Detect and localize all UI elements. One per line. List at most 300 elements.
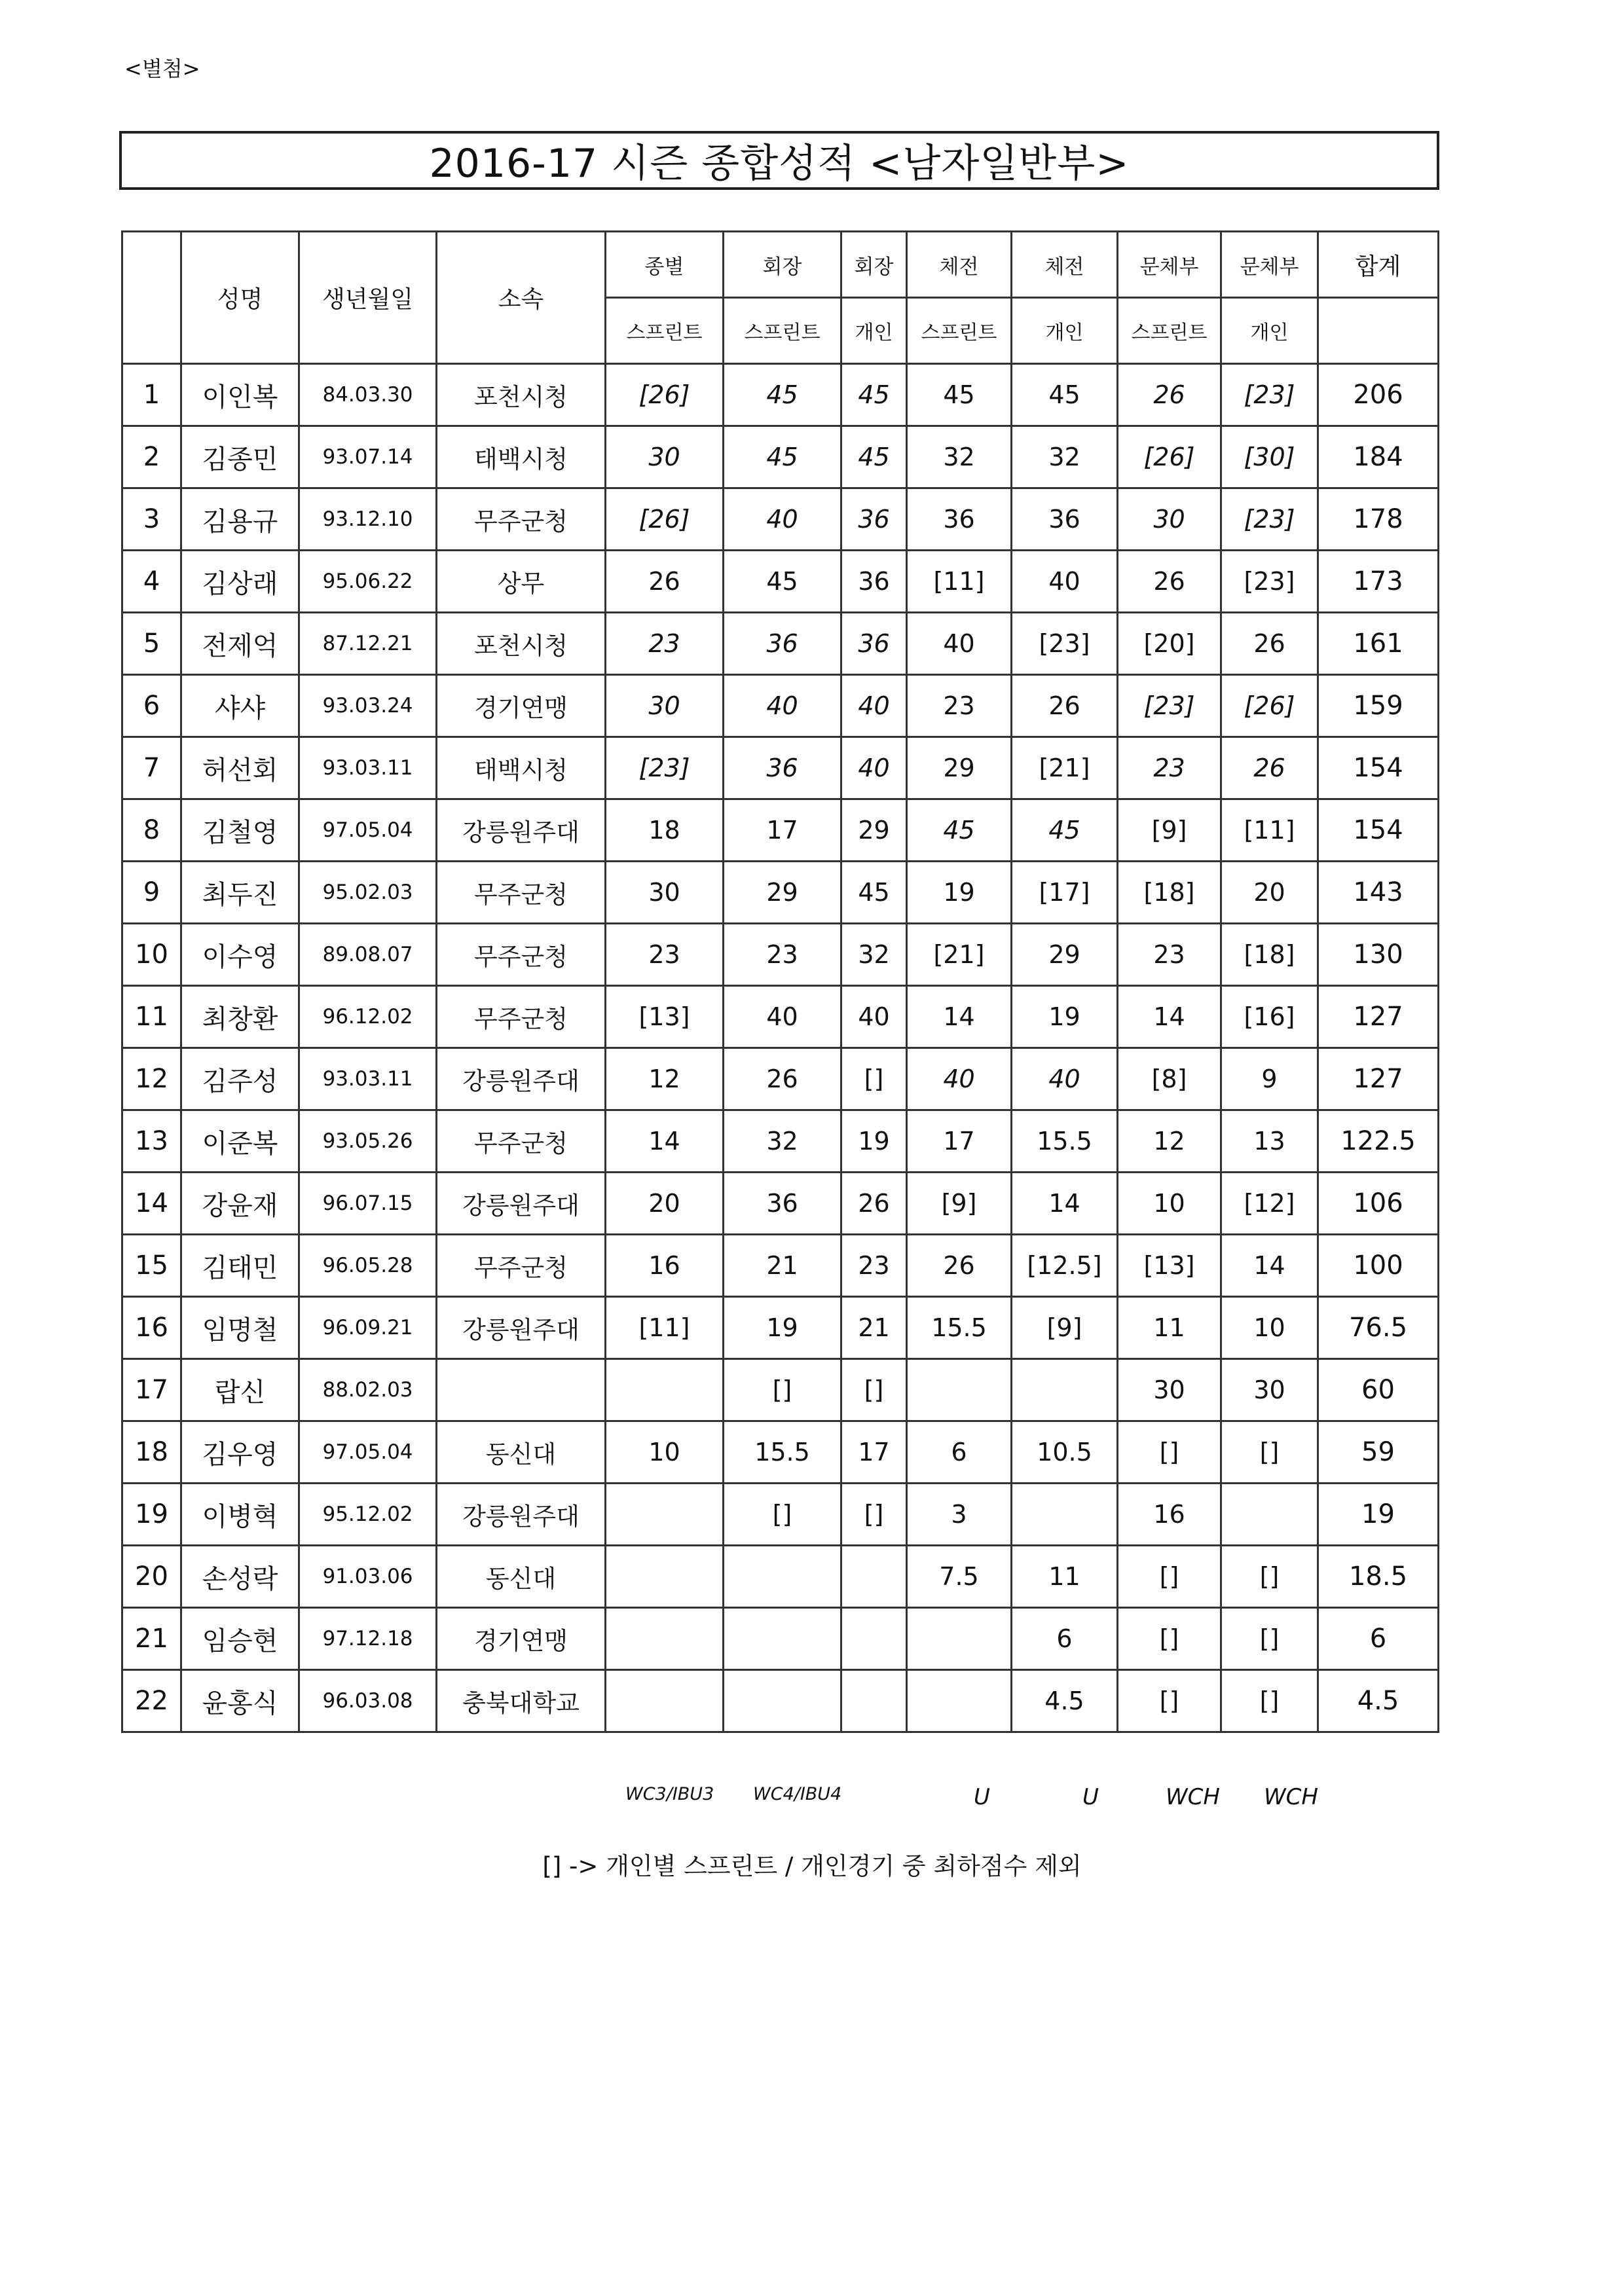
team-cell: 강릉원주대 [437,1048,606,1110]
score-cell: 14 [1118,986,1221,1048]
score-cell: 14 [907,986,1012,1048]
score-cell: 15.5 [1012,1110,1118,1173]
team-cell: 무주군청 [437,488,606,551]
score-cell: [23] [1012,613,1118,675]
birthdate-cell: 96.12.02 [299,986,437,1048]
score-cell: [20] [1118,613,1221,675]
total-cell: 178 [1318,488,1439,551]
table-row [122,551,1439,613]
score-cell: 23 [1118,737,1221,799]
score-cell: 26 [1012,675,1118,737]
score-cell: [26] [1221,675,1318,737]
rank-cell: 12 [122,1048,181,1110]
rank-cell: 13 [122,1110,181,1173]
birthdate-cell: 93.07.14 [299,426,437,488]
total-cell: 161 [1318,613,1439,675]
score-cell: [] [841,1359,907,1421]
rank-cell: 21 [122,1608,181,1670]
score-cell: [26] [606,364,724,426]
total-cell: 130 [1318,924,1439,986]
score-cell: 36 [724,1173,841,1235]
score-cell: 45 [907,364,1012,426]
header-event-sub: 개인 [1221,298,1318,364]
team-cell [437,1359,606,1421]
score-cell: [12.5] [1012,1235,1118,1297]
score-cell: 26 [1221,613,1318,675]
athlete-name-cell: 김우영 [181,1421,299,1484]
score-cell: 3 [907,1484,1012,1546]
score-cell: 45 [1012,799,1118,862]
birthdate-cell: 97.05.04 [299,799,437,862]
table-row [122,799,1439,862]
table-row [122,675,1439,737]
score-cell: 14 [1012,1173,1118,1235]
table-row [122,1110,1439,1173]
header-event-top: 문체부 [1221,232,1318,298]
score-cell: 36 [1012,488,1118,551]
rank-cell: 6 [122,675,181,737]
score-cell: 19 [841,1110,907,1173]
score-cell: 40 [907,613,1012,675]
athlete-name-cell: 김철영 [181,799,299,862]
score-cell: [16] [1221,986,1318,1048]
table-row [122,1173,1439,1235]
birthdate-cell: 93.12.10 [299,488,437,551]
score-cell: 23 [907,675,1012,737]
score-cell: [21] [907,924,1012,986]
rank-cell: 15 [122,1235,181,1297]
score-cell: 36 [841,613,907,675]
header-no-cell [122,232,181,364]
score-cell: [13] [606,986,724,1048]
event-level-label: WC4/IBU4 [753,1784,842,1804]
score-cell: [26] [1118,426,1221,488]
athlete-name-cell: 임명철 [181,1297,299,1359]
score-cell: 15.5 [724,1421,841,1484]
team-cell: 동신대 [437,1421,606,1484]
team-cell: 동신대 [437,1546,606,1608]
score-cell: [12] [1221,1173,1318,1235]
attachment-label: <별첨> [124,56,200,81]
score-cell [606,1670,724,1732]
total-cell: 127 [1318,1048,1439,1110]
header-name: 성명 [181,232,299,364]
score-cell: 12 [1118,1110,1221,1173]
score-cell: 32 [724,1110,841,1173]
score-cell: 36 [724,613,841,675]
rank-cell: 5 [122,613,181,675]
birthdate-cell: 91.03.06 [299,1546,437,1608]
score-cell: 36 [724,737,841,799]
rank-cell: 8 [122,799,181,862]
total-cell: 206 [1318,364,1439,426]
score-cell: [17] [1012,862,1118,924]
athlete-name-cell: 최창환 [181,986,299,1048]
score-cell: 17 [724,799,841,862]
score-cell [1012,1484,1118,1546]
score-cell: [9] [1118,799,1221,862]
rank-cell: 18 [122,1421,181,1484]
team-cell: 포천시청 [437,364,606,426]
score-cell: 26 [1221,737,1318,799]
header-event-top: 회장 [724,232,841,298]
score-cell: 9 [1221,1048,1318,1110]
score-cell: 40 [841,737,907,799]
score-cell: 15.5 [907,1297,1012,1359]
score-cell: 14 [606,1110,724,1173]
birthdate-cell: 93.03.24 [299,675,437,737]
event-level-label: WCH [1264,1784,1318,1810]
rank-cell: 22 [122,1670,181,1732]
athlete-name-cell: 이인복 [181,364,299,426]
score-cell: 17 [841,1421,907,1484]
team-cell: 무주군청 [437,924,606,986]
score-cell: [] [1118,1546,1221,1608]
score-cell: 20 [606,1173,724,1235]
birthdate-cell: 97.12.18 [299,1608,437,1670]
score-cell: 19 [724,1297,841,1359]
score-cell: [] [1118,1670,1221,1732]
score-cell: 16 [606,1235,724,1297]
score-cell [907,1608,1012,1670]
score-cell [907,1670,1012,1732]
event-level-label: WC3/IBU3 [625,1784,714,1804]
header-row-1 [122,232,1439,298]
table-row [122,364,1439,426]
score-cell: 23 [841,1235,907,1297]
score-cell: [21] [1012,737,1118,799]
header-event-sub: 스프린트 [907,298,1012,364]
total-cell: 59 [1318,1421,1439,1484]
score-cell: 40 [841,675,907,737]
athlete-name-cell: 강윤재 [181,1173,299,1235]
birthdate-cell: 95.02.03 [299,862,437,924]
total-cell: 4.5 [1318,1670,1439,1732]
score-cell: 20 [1221,862,1318,924]
athlete-name-cell: 허선회 [181,737,299,799]
score-cell: [23] [1118,675,1221,737]
table-row [122,986,1439,1048]
score-cell: 40 [724,986,841,1048]
team-cell: 강릉원주대 [437,1173,606,1235]
score-cell [606,1484,724,1546]
athlete-name-cell: 이수영 [181,924,299,986]
score-cell: [13] [1118,1235,1221,1297]
score-cell: 7.5 [907,1546,1012,1608]
header-event-top: 회장 [841,232,907,298]
table-row [122,1235,1439,1297]
header-event-sub: 스프린트 [724,298,841,364]
score-cell [907,1359,1012,1421]
athlete-name-cell: 샤샤 [181,675,299,737]
score-cell: 30 [606,862,724,924]
birthdate-cell: 96.09.21 [299,1297,437,1359]
score-cell: 36 [841,551,907,613]
score-cell [606,1608,724,1670]
score-cell: 32 [907,426,1012,488]
score-cell: [26] [606,488,724,551]
team-cell: 상무 [437,551,606,613]
rank-cell: 14 [122,1173,181,1235]
score-cell: 29 [841,799,907,862]
score-cell: 11 [1012,1546,1118,1608]
total-cell: 106 [1318,1173,1439,1235]
rank-cell: 7 [122,737,181,799]
score-cell: 32 [841,924,907,986]
total-cell: 154 [1318,799,1439,862]
total-cell: 19 [1318,1484,1439,1546]
score-cell: [] [724,1359,841,1421]
birthdate-cell: 84.03.30 [299,364,437,426]
athlete-name-cell: 임승현 [181,1608,299,1670]
total-cell: 60 [1318,1359,1439,1421]
header-event-sub: 개인 [841,298,907,364]
score-cell: 45 [907,799,1012,862]
score-cell: 18 [606,799,724,862]
athlete-name-cell: 전제억 [181,613,299,675]
team-cell: 강릉원주대 [437,1297,606,1359]
team-cell: 태백시청 [437,737,606,799]
athlete-name-cell: 김종민 [181,426,299,488]
score-cell: 45 [841,426,907,488]
team-cell: 충북대학교 [437,1670,606,1732]
score-cell: [] [841,1048,907,1110]
team-cell: 무주군청 [437,1110,606,1173]
score-cell: 14 [1221,1235,1318,1297]
document-title [119,131,1439,190]
total-cell: 18.5 [1318,1546,1439,1608]
birthdate-cell: 96.07.15 [299,1173,437,1235]
score-cell: 26 [841,1173,907,1235]
table-row [122,488,1439,551]
score-cell: [] [1221,1421,1318,1484]
score-cell: 4.5 [1012,1670,1118,1732]
score-cell: 40 [1012,551,1118,613]
score-cell: 23 [1118,924,1221,986]
header-event-top: 문체부 [1118,232,1221,298]
birthdate-cell: 93.03.11 [299,1048,437,1110]
score-cell: 45 [724,551,841,613]
athlete-name-cell: 이준복 [181,1110,299,1173]
birthdate-cell: 88.02.03 [299,1359,437,1421]
score-cell: [] [724,1484,841,1546]
score-cell: 19 [907,862,1012,924]
team-cell: 경기연맹 [437,1608,606,1670]
score-cell [1012,1359,1118,1421]
team-cell: 강릉원주대 [437,799,606,862]
score-cell: [23] [1221,488,1318,551]
total-cell: 127 [1318,986,1439,1048]
birthdate-cell: 87.12.21 [299,613,437,675]
birthdate-cell: 89.08.07 [299,924,437,986]
team-cell: 포천시청 [437,613,606,675]
team-cell: 무주군청 [437,986,606,1048]
birthdate-cell: 95.12.02 [299,1484,437,1546]
score-cell: [23] [606,737,724,799]
score-cell: 10 [1221,1297,1318,1359]
score-cell: [] [1118,1421,1221,1484]
athlete-name-cell: 김상래 [181,551,299,613]
score-cell: [18] [1118,862,1221,924]
score-cell: 32 [1012,426,1118,488]
total-cell: 143 [1318,862,1439,924]
score-cell: 40 [1012,1048,1118,1110]
score-cell: [11] [1221,799,1318,862]
score-cell: [23] [1221,364,1318,426]
score-cell: 30 [1118,488,1221,551]
event-level-label: U [974,1784,990,1810]
score-cell: 10.5 [1012,1421,1118,1484]
table-row [122,862,1439,924]
score-cell [724,1608,841,1670]
team-cell: 경기연맹 [437,675,606,737]
birthdate-cell: 96.03.08 [299,1670,437,1732]
rank-cell: 2 [122,426,181,488]
total-cell: 184 [1318,426,1439,488]
score-cell: 29 [724,862,841,924]
header-total: 합계 [1318,232,1439,298]
score-cell: [8] [1118,1048,1221,1110]
results-table [121,230,1439,1733]
total-cell: 76.5 [1318,1297,1439,1359]
table-row [122,426,1439,488]
athlete-name-cell: 윤홍식 [181,1670,299,1732]
score-cell: 26 [1118,364,1221,426]
table-row [122,1421,1439,1484]
rank-cell: 11 [122,986,181,1048]
rank-cell: 17 [122,1359,181,1421]
rank-cell: 4 [122,551,181,613]
score-cell: 30 [606,675,724,737]
header-event-top: 체전 [1012,232,1118,298]
athlete-name-cell: 랍신 [181,1359,299,1421]
score-cell: 40 [724,675,841,737]
score-cell: 30 [606,426,724,488]
athlete-name-cell: 이병혁 [181,1484,299,1546]
score-cell: 45 [841,364,907,426]
total-cell: 6 [1318,1608,1439,1670]
score-cell [841,1608,907,1670]
header-team: 소속 [437,232,606,364]
table-row [122,1546,1439,1608]
score-cell: 30 [1221,1359,1318,1421]
score-cell: 23 [606,924,724,986]
score-cell: 10 [1118,1173,1221,1235]
score-cell: 45 [724,364,841,426]
score-cell: 29 [907,737,1012,799]
header-event-sub: 스프린트 [1118,298,1221,364]
total-cell: 159 [1318,675,1439,737]
total-cell: 122.5 [1318,1110,1439,1173]
team-cell: 무주군청 [437,1235,606,1297]
rank-cell: 9 [122,862,181,924]
athlete-name-cell: 김주성 [181,1048,299,1110]
header-event-top: 체전 [907,232,1012,298]
score-cell: 36 [907,488,1012,551]
score-cell: [] [1221,1608,1318,1670]
score-cell: 26 [1118,551,1221,613]
score-cell: 13 [1221,1110,1318,1173]
score-cell [1221,1484,1318,1546]
score-cell: 6 [907,1421,1012,1484]
event-level-label: WCH [1166,1784,1220,1810]
score-cell: 29 [1012,924,1118,986]
score-cell: [] [1221,1546,1318,1608]
event-level-label: U [1082,1784,1099,1810]
score-cell: 45 [724,426,841,488]
score-cell: [] [841,1484,907,1546]
table-row [122,1048,1439,1110]
score-cell [606,1359,724,1421]
score-cell: [9] [1012,1297,1118,1359]
score-cell: 26 [907,1235,1012,1297]
score-cell: [18] [1221,924,1318,986]
score-cell: 11 [1118,1297,1221,1359]
table-row [122,737,1439,799]
rank-cell: 10 [122,924,181,986]
score-cell [841,1670,907,1732]
score-cell: [30] [1221,426,1318,488]
score-cell: 26 [724,1048,841,1110]
team-cell: 태백시청 [437,426,606,488]
score-cell: 16 [1118,1484,1221,1546]
score-cell: 40 [841,986,907,1048]
header-event-sub: 개인 [1012,298,1118,364]
score-cell: [] [1221,1670,1318,1732]
rank-cell: 16 [122,1297,181,1359]
footnote: [] -> 개인별 스프린트 / 개인경기 중 최하점수 제외 [542,1852,1082,1880]
table-row [122,613,1439,675]
total-cell: 154 [1318,737,1439,799]
athlete-name-cell: 김태민 [181,1235,299,1297]
table-row [122,1297,1439,1359]
birthdate-cell: 95.06.22 [299,551,437,613]
header-total-blank [1318,298,1439,364]
score-cell: 45 [1012,364,1118,426]
total-cell: 173 [1318,551,1439,613]
score-cell: [9] [907,1173,1012,1235]
table-row [122,1359,1439,1421]
birthdate-cell: 93.05.26 [299,1110,437,1173]
athlete-name-cell: 손성락 [181,1546,299,1608]
score-cell [841,1546,907,1608]
table-row [122,924,1439,986]
athlete-name-cell: 김용규 [181,488,299,551]
score-cell: 19 [1012,986,1118,1048]
score-cell: [] [1118,1608,1221,1670]
score-cell: 21 [841,1297,907,1359]
birthdate-cell: 97.05.04 [299,1421,437,1484]
score-cell: 10 [606,1421,724,1484]
score-cell: 45 [841,862,907,924]
score-cell: 23 [606,613,724,675]
score-cell: 17 [907,1110,1012,1173]
table-row [122,1484,1439,1546]
team-cell: 강릉원주대 [437,1484,606,1546]
rank-cell: 20 [122,1546,181,1608]
score-cell: 40 [907,1048,1012,1110]
score-cell: 40 [724,488,841,551]
score-cell: 21 [724,1235,841,1297]
score-cell: [11] [606,1297,724,1359]
birthdate-cell: 93.03.11 [299,737,437,799]
header-event-sub: 스프린트 [606,298,724,364]
score-cell: [23] [1221,551,1318,613]
score-cell: [11] [907,551,1012,613]
athlete-name-cell: 최두진 [181,862,299,924]
rank-cell: 3 [122,488,181,551]
team-cell: 무주군청 [437,862,606,924]
